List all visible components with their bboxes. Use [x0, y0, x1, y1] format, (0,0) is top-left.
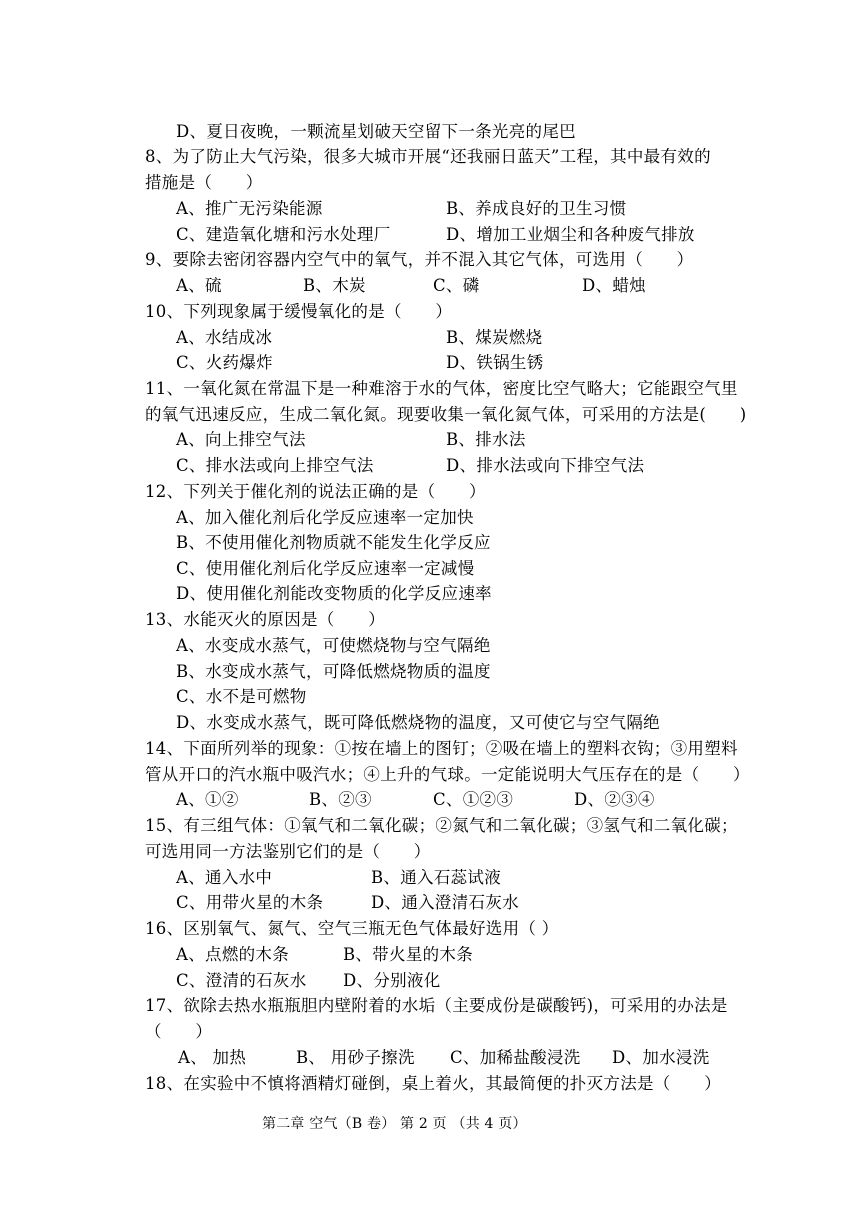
option-text: A、通入水中	[176, 868, 273, 887]
option-text: B、煤炭燃烧	[446, 328, 543, 347]
option-text: B、排水法	[446, 430, 526, 449]
question-line: B、水变成水蒸气，可降低燃烧物质的温度	[176, 662, 491, 681]
question-line: 11、一氧化氮在常温下是一种难溶于水的气体，密度比空气略大；它能跟空气里	[145, 379, 738, 398]
option-text: C、①②③	[433, 790, 514, 809]
question-line: A、加入催化剂后化学反应速率一定加快	[176, 508, 474, 527]
option-text: B、养成良好的卫生习惯	[446, 199, 627, 218]
option-text: A、点燃的木条	[176, 945, 290, 964]
question-line: 8、为了防止大气污染，很多大城市开展“还我丽日蓝天”工程，其中最有效的	[145, 147, 711, 166]
question-line: D、夏日夜晚，一颗流星划破天空留下一条光亮的尾巴	[176, 122, 576, 141]
option-text: D、蜡烛	[582, 276, 646, 295]
option-text: C、澄清的石灰水	[176, 971, 307, 990]
question-line: 16、区别氧气、氮气、空气三瓶无色气体最好选用（ ）	[145, 919, 559, 938]
question-line: 的氧气迅速反应，生成二氧化氮。现要收集一氧化氮气体，可采用的方法是( )	[145, 405, 747, 424]
question-line: 14、下面所列举的现象：①按在墙上的图钉；②吸在墙上的塑料衣钩；③用塑料	[145, 739, 738, 758]
question-line: C、水不是可燃物	[176, 687, 307, 706]
option-text: A、向上排空气法	[176, 430, 306, 449]
option-text: B、木炭	[303, 276, 366, 295]
question-line: B、不使用催化剂物质就不能发生化学反应	[176, 533, 491, 552]
option-text: B、带火星的木条	[343, 945, 474, 964]
option-text: A、水结成冰	[176, 328, 273, 347]
option-text: D、铁锅生锈	[446, 353, 544, 372]
question-line: 12、下列关于催化剂的说法正确的是（ ）	[145, 482, 486, 501]
question-line: 10、下列现象属于缓慢氧化的是（ ）	[145, 302, 453, 321]
question-line: D、水变成水蒸气，既可降低燃烧物的温度，又可使它与空气隔绝	[176, 713, 660, 732]
option-text: D、排水法或向下排空气法	[446, 456, 645, 475]
option-text: D、分别液化	[343, 971, 441, 990]
question-line: 可选用同一方法鉴别它们的是（ ）	[145, 842, 431, 861]
option-text: D、②③④	[574, 790, 655, 809]
question-line: 15、有三组气体：①氧气和二氧化碳；②氮气和二氧化碳；③氢气和二氧化碳；	[145, 816, 738, 835]
option-text: A、①②	[176, 790, 239, 809]
question-line: 13、水能灭火的原因是（ ）	[145, 610, 385, 629]
option-text: B、 用砂子擦洗	[296, 1048, 415, 1067]
question-line: 18、在实验中不慎将酒精灯碰倒，桌上着火，其最简便的扑灭方法是（ ）	[145, 1074, 721, 1093]
option-text: C、加稀盐酸浸洗	[450, 1048, 581, 1067]
option-text: A、硫	[176, 276, 222, 295]
option-text: C、磷	[433, 276, 480, 295]
option-text: C、火药爆炸	[176, 353, 273, 372]
question-line: 管从开口的汽水瓶中吸汽水；④上升的气球。一定能说明大气压存在的是（ ）	[145, 765, 750, 784]
option-text: C、建造氧化塘和污水处理厂	[176, 225, 391, 244]
option-text: D、增加工业烟尘和各种废气排放	[446, 225, 695, 244]
question-line: （ ）	[145, 1022, 213, 1041]
option-text: D、加水浸洗	[612, 1048, 710, 1067]
question-line: A、水变成水蒸气，可使燃烧物与空气隔绝	[176, 636, 491, 655]
question-line: 17、欲除去热水瓶瓶胆内壁附着的水垢（主要成份是碳酸钙)，可采用的办法是	[145, 996, 728, 1015]
question-line: 9、要除去密闭容器内空气中的氧气，并不混入其它气体，可选用（ ）	[145, 250, 694, 269]
page-footer: 第二章 空气（B 卷） 第 2 页 （共 4 页）	[262, 1116, 527, 1132]
question-line: C、使用催化剂后化学反应速率一定减慢	[176, 559, 475, 578]
question-line: 措施是（ ）	[145, 173, 263, 192]
option-text: B、②③	[309, 790, 372, 809]
option-text: B、通入石蕊试液	[371, 868, 502, 887]
option-text: C、用带火星的木条	[176, 893, 324, 912]
option-text: A、推广无污染能源	[176, 199, 323, 218]
question-line: D、使用催化剂能改变物质的化学反应速率	[176, 584, 492, 603]
option-text: D、通入澄清石灰水	[371, 893, 519, 912]
option-text: A、 加热	[178, 1048, 247, 1067]
option-text: C、排水法或向上排空气法	[176, 456, 374, 475]
